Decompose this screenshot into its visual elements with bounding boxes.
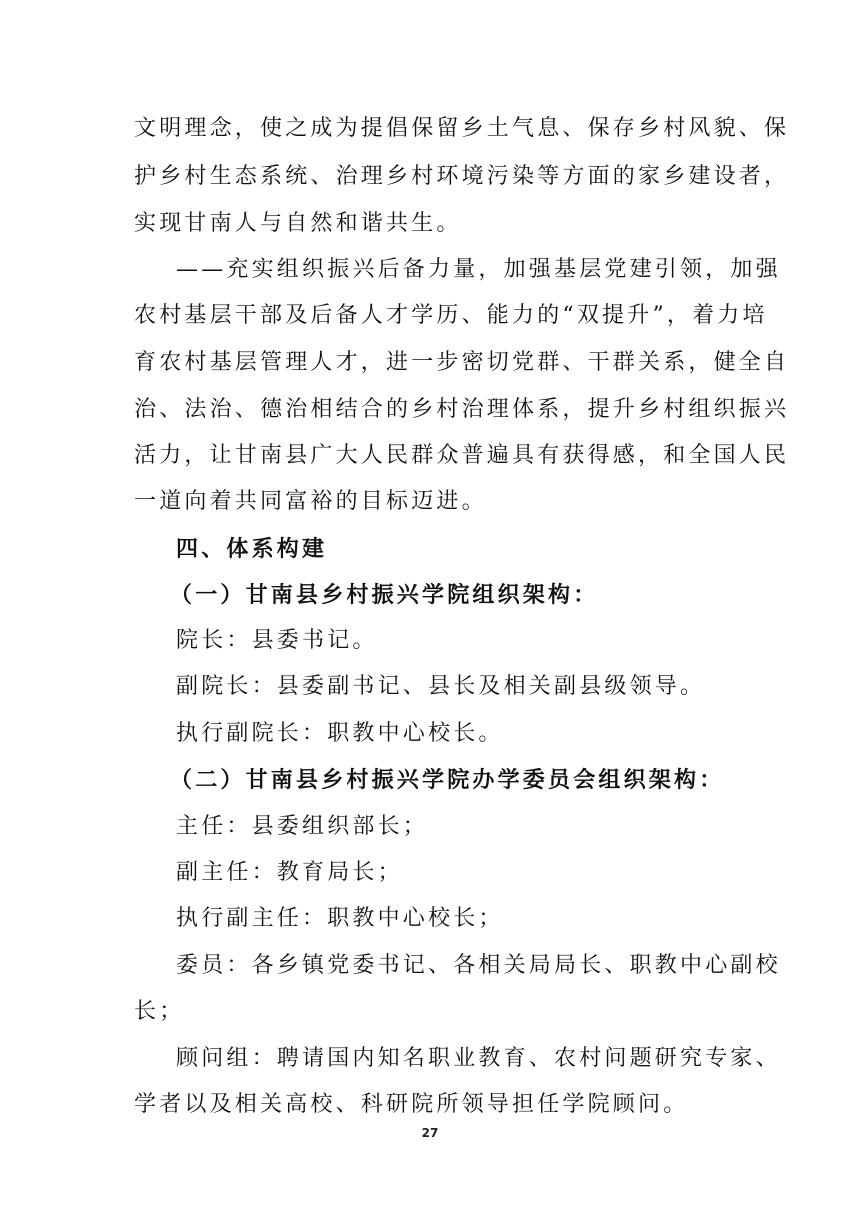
page-number: 27 — [421, 1126, 439, 1140]
subsection-heading: （一）甘南县乡村振兴学院组织架构： — [170, 582, 599, 608]
paragraph-line: 副主任：教育局长； — [176, 860, 403, 885]
paragraph-line: 委员：各乡镇党委书记、各相关局局长、职教中心副校 — [176, 953, 781, 978]
paragraph-line: 执行副院长：职教中心校长。 — [176, 721, 504, 746]
paragraph-line: 执行副主任：职教中心校长； — [176, 906, 504, 931]
paragraph-line: 院长：县委书记。 — [176, 628, 378, 653]
paragraph-line: ——充实组织振兴后备力量，加强基层党建引领，加强 — [176, 257, 781, 282]
subsection-heading: （二）甘南县乡村振兴学院办学委员会组织架构： — [170, 767, 725, 793]
paragraph-line: 长； — [134, 999, 185, 1024]
paragraph-line: 一道向着共同富裕的目标迈进。 — [134, 489, 487, 514]
paragraph-line: 活力，让甘南县广大人民群众普遍具有获得感，和全国人民 — [134, 443, 790, 468]
section-heading: 四、体系构建 — [176, 536, 328, 562]
paragraph-line: 实现甘南人与自然和谐共生。 — [134, 211, 462, 236]
paragraph-line: 文明理念，使之成为提倡保留乡土气息、保存乡村风貌、保 — [134, 116, 790, 141]
paragraph-line: 顾问组：聘请国内知名职业教育、农村问题研究专家、 — [176, 1046, 781, 1071]
paragraph-line: 治、法治、德治相结合的乡村治理体系，提升乡村组织振兴 — [134, 397, 790, 422]
paragraph-line: 主任：县委组织部长； — [176, 814, 429, 839]
paragraph-line: 副院长：县委副书记、县长及相关副县级领导。 — [176, 674, 706, 699]
paragraph-line: 农村基层干部及后备人才学历、能力的“双提升”，着力培 — [134, 303, 768, 328]
paragraph-line: 护乡村生态系统、治理乡村环境污染等方面的家乡建设者， — [134, 164, 790, 189]
paragraph-line: 学者以及相关高校、科研院所领导担任学院顾问。 — [134, 1092, 689, 1117]
paragraph-line: 育农村基层管理人才，进一步密切党群、干群关系，健全自 — [134, 350, 790, 375]
